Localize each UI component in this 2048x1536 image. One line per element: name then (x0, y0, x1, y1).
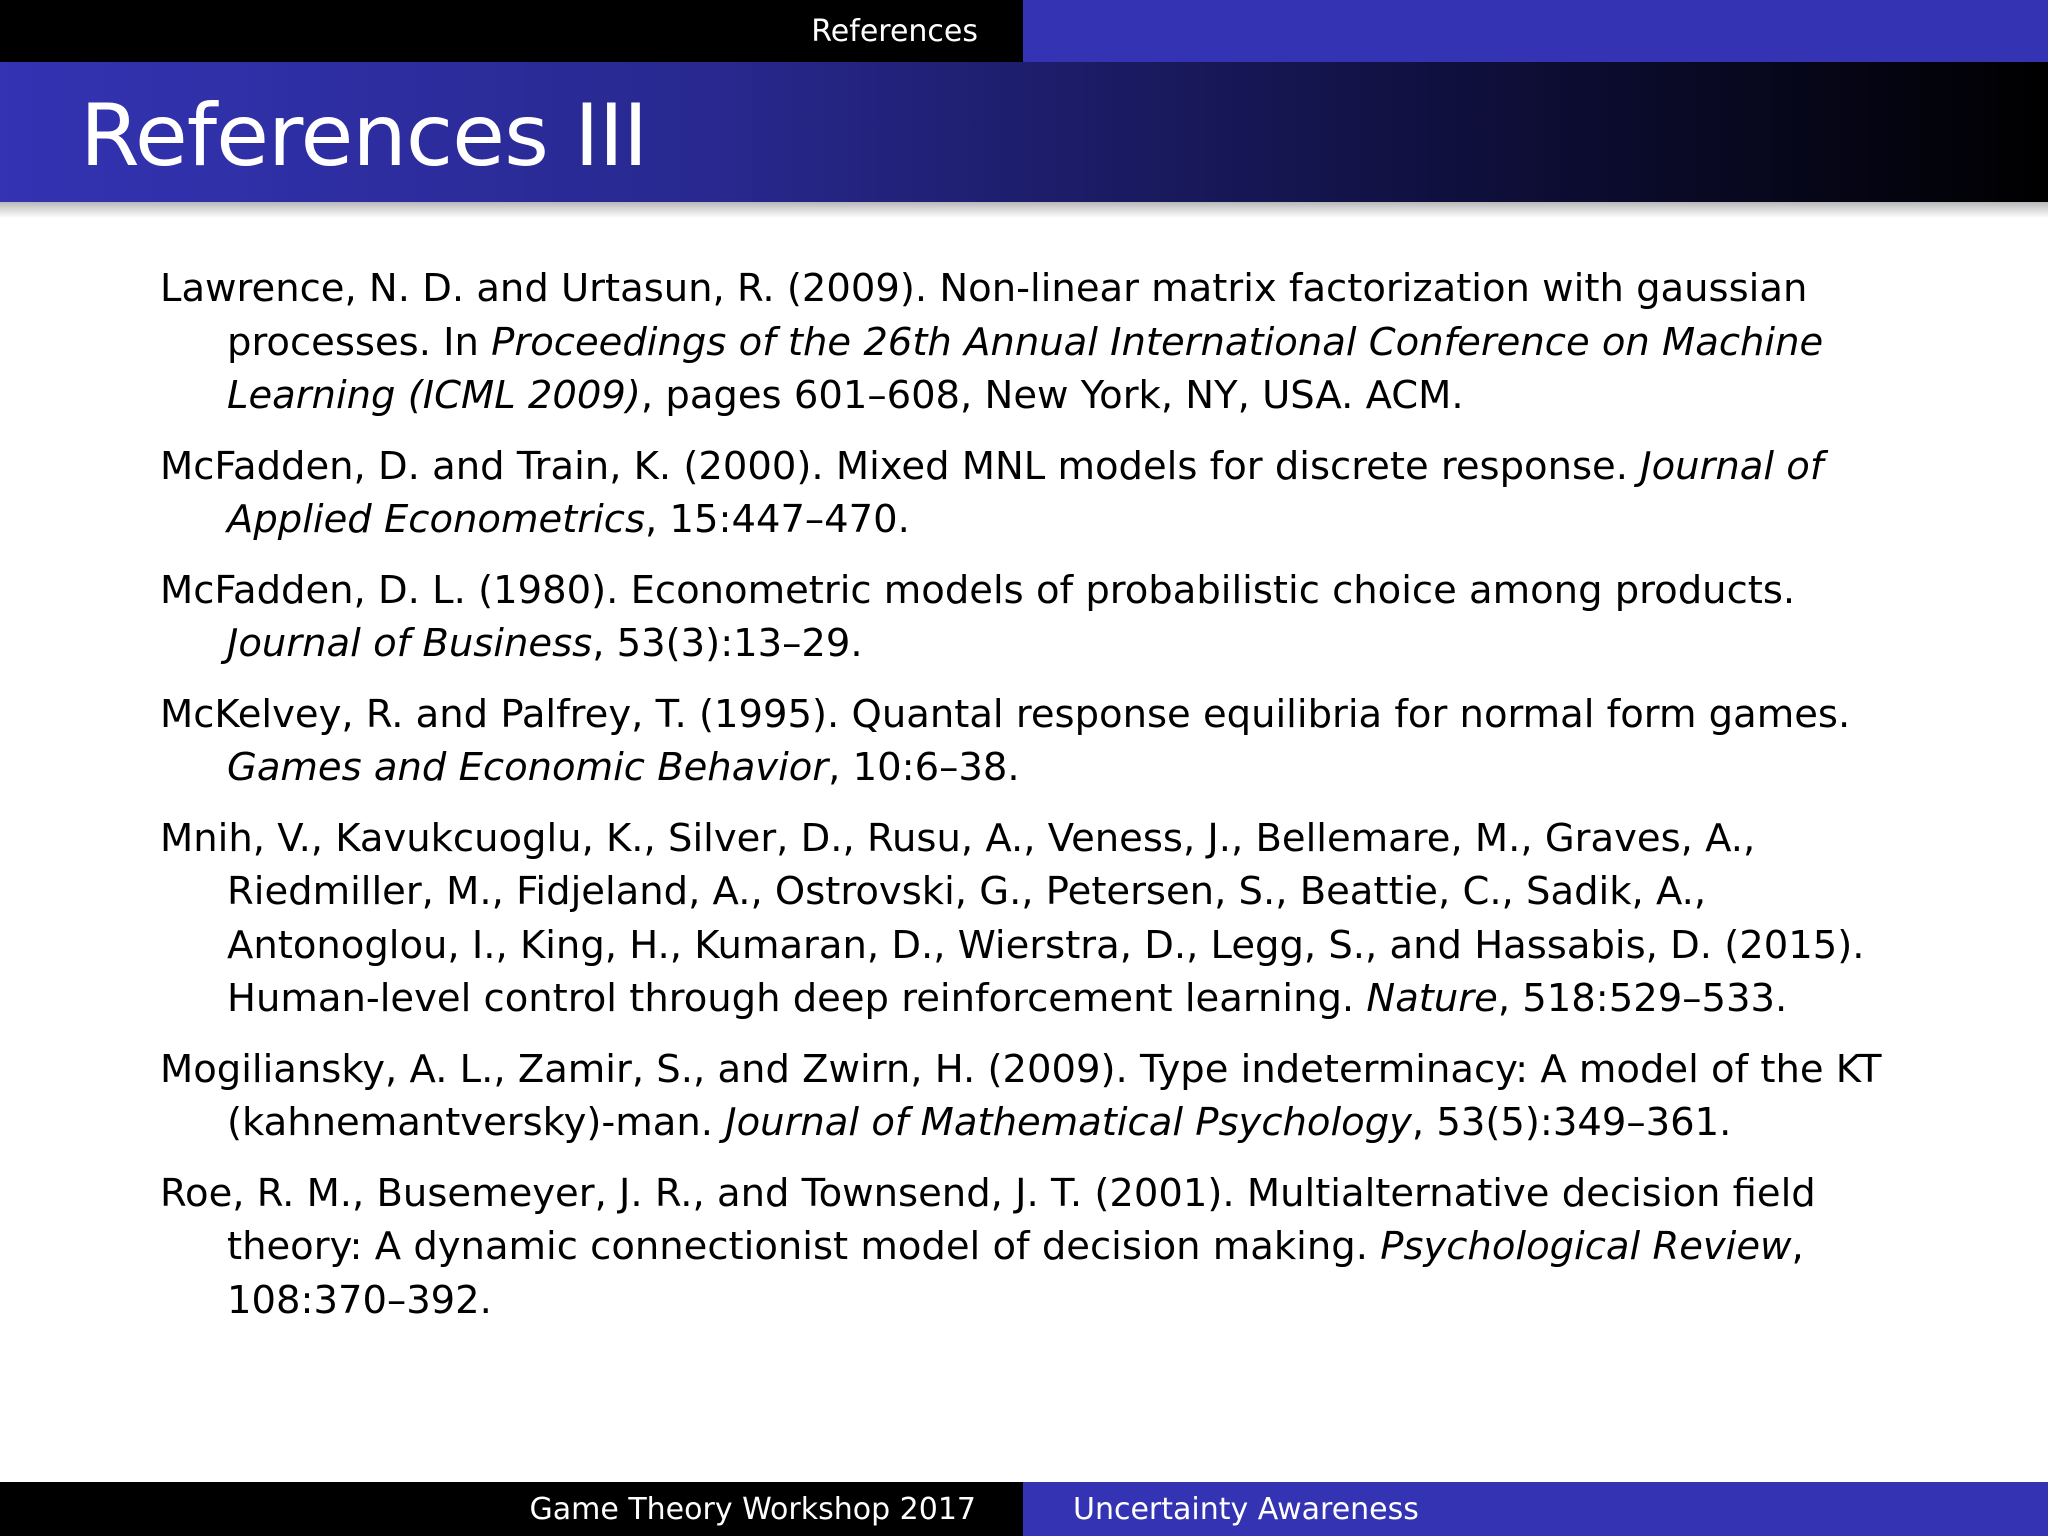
reference-details: , 518:529–533. (1497, 976, 1788, 1021)
references-list (160, 262, 1900, 1344)
footer-bar (0, 1482, 2048, 1536)
reference-entry (160, 262, 1900, 423)
top-navigation-left (0, 0, 1023, 62)
section-name-link[interactable]: References (811, 13, 978, 49)
reference-details: , pages 601–608, New York, NY, USA. ACM. (640, 373, 1464, 418)
reference-details: , 15:447–470. (645, 497, 910, 542)
reference-entry (160, 688, 1900, 795)
reference-entry (160, 564, 1900, 671)
reference-details: , 53(5):349–361. (1411, 1100, 1732, 1145)
reference-text: Roe, R. M., Busemeyer, J. R., and Townsend, J. T. (2001). Multialternative decision field theory: A dynamic connectionist model of decision making. (160, 1170, 1816, 1269)
footer-left (0, 1482, 1023, 1536)
footer-right (1023, 1482, 2048, 1536)
reference-venue: Psychological Review (1380, 1224, 1792, 1269)
reference-details: , 53(3):13–29. (592, 621, 863, 666)
reference-entry (160, 440, 1900, 547)
reference-venue: Journal of Applied Econometrics (227, 443, 1824, 542)
reference-text: Mogiliansky, A. L., Zamir, S., and Zwirn, H. (2009). Type indeterminacy: A model of the KT (kahnemantversky)-man. (160, 1046, 1882, 1145)
footer-talk-title: Uncertainty Awareness (1073, 1491, 1419, 1527)
title-bar-shadow (0, 202, 2048, 218)
title-bar (0, 62, 2048, 202)
reference-text: McFadden, D. and Train, K. (2000). Mixed MNL models for discrete response. (160, 443, 1641, 489)
top-navigation-right (1023, 0, 2048, 62)
reference-details: , 10:6–38. (828, 745, 1020, 790)
reference-venue: Nature (1366, 976, 1498, 1021)
slide-title: References III (80, 86, 648, 186)
reference-venue: Journal of Mathematical Psychology (725, 1100, 1412, 1145)
reference-entry (160, 1167, 1900, 1328)
reference-venue: Proceedings of the 26th Annual International Conference on Machine Learning (ICML 2009) (227, 319, 1824, 418)
reference-text: McKelvey, R. and Palfrey, T. (1995). Quantal response equilibria for normal form games. (160, 691, 1851, 737)
reference-entry (160, 812, 1900, 1026)
reference-entry (160, 1043, 1900, 1150)
reference-details: , 108:370–392. (227, 1224, 1804, 1323)
reference-venue: Games and Economic Behavior (227, 745, 829, 790)
reference-text: Mnih, V., Kavukcuoglu, K., Silver, D., Rusu, A., Veness, J., Bellemare, M., Graves, A., Riedmiller, M., Fidjeland, A., Ostrovski, G., Petersen, S., Beattie, C., Sadik, A., Antonoglou, I., King, H., Kumaran, D., Wierstra, D., Legg, S., and Hassabis, D. (2015). Human-level control through deep reinforcement learning. (160, 815, 1865, 1021)
reference-text: Lawrence, N. D. and Urtasun, R. (2009). Non-linear matrix factorization with gaussian processes. In (160, 266, 1808, 365)
reference-venue: Journal of Business (227, 621, 593, 666)
footer-event-name: Game Theory Workshop 2017 (529, 1491, 976, 1527)
top-navigation-bar (0, 0, 2048, 62)
reference-text: McFadden, D. L. (1980). Econometric models of probabilistic choice among products. (160, 567, 1796, 613)
